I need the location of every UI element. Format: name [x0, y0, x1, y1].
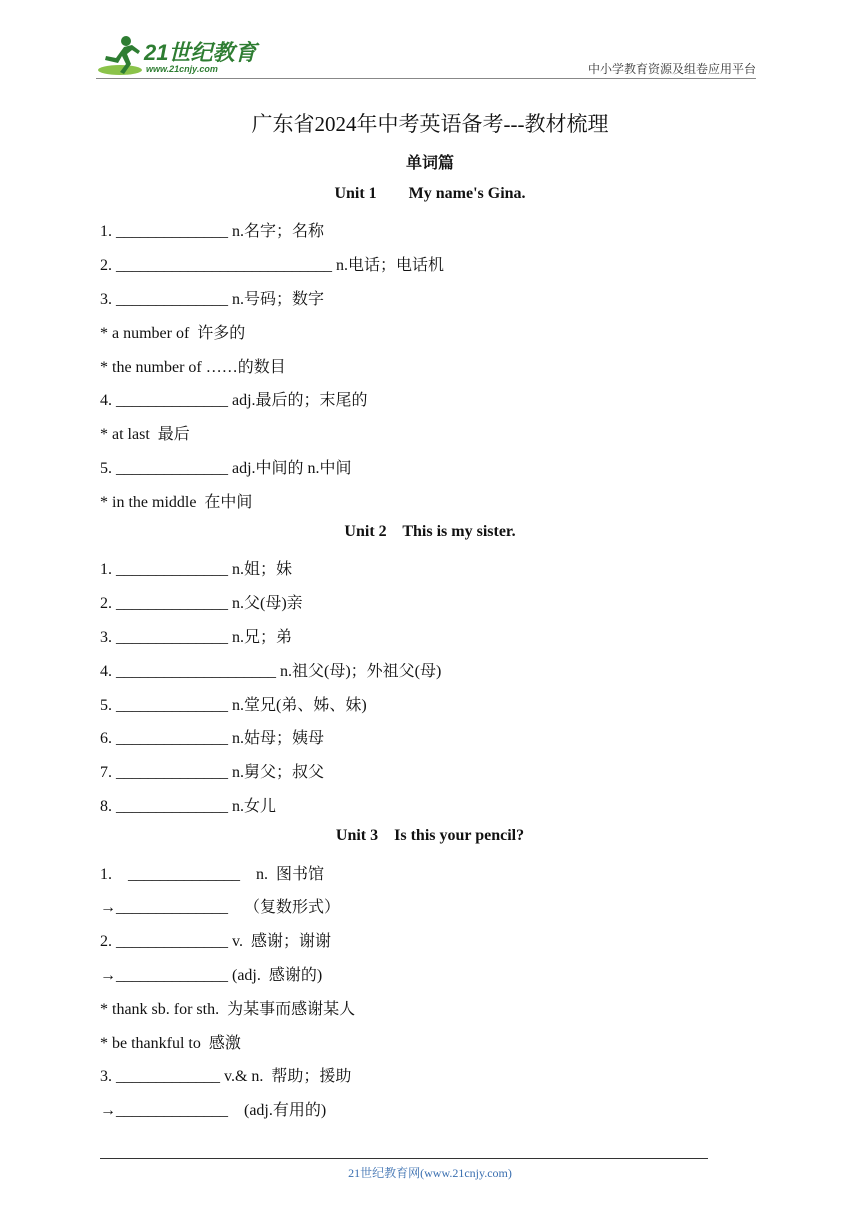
- header-divider: [96, 78, 756, 79]
- footer-divider: [100, 1158, 708, 1159]
- header-platform-text: 中小学教育资源及组卷应用平台: [587, 62, 756, 76]
- vocab-line: 3. _____________ v.& n. 帮助；援助: [100, 1068, 352, 1085]
- section-subtitle: 单词篇: [405, 155, 454, 172]
- vocab-line: * at last 最后: [100, 426, 190, 443]
- vocab-line: →______________ (adj.有用的): [100, 1102, 327, 1119]
- vocab-line: * in the middle 在中间: [100, 494, 253, 511]
- document-title: 广东省2024年中考英语备考---教材梳理: [251, 112, 609, 136]
- vocab-line: 4. ____________________ n.祖父(母)；外祖父(母): [100, 663, 442, 680]
- vocab-line: 2. ______________ v. 感谢；谢谢: [100, 933, 331, 950]
- vocab-line: * a number of 许多的: [100, 325, 246, 342]
- vocab-line: 7. ______________ n.舅父；叔父: [100, 764, 325, 781]
- runner-logo-icon: [96, 34, 144, 78]
- vocab-line: 5. ______________ n.堂兄(弟、姊、妹): [100, 697, 367, 714]
- logo: [96, 34, 144, 78]
- unit-heading: Unit 2 This is my sister.: [344, 523, 516, 540]
- logo-url: www.21cnjy.com: [146, 64, 218, 74]
- footer-link[interactable]: 21世纪教育网(www.21cnjy.com): [348, 1166, 512, 1180]
- vocab-line: 5. ______________ adj.中间的 n.中间: [100, 460, 352, 477]
- vocab-line: 2. ___________________________ n.电话；电话机: [100, 257, 445, 274]
- unit-heading: Unit 1 My name's Gina.: [334, 185, 526, 202]
- vocab-line: * the number of ……的数目: [100, 359, 286, 376]
- vocab-line: 6. ______________ n.姑母；姨母: [100, 730, 325, 747]
- vocab-line: * be thankful to 感激: [100, 1035, 241, 1052]
- vocab-line: 1. ______________ n.姐；妹: [100, 561, 293, 578]
- vocab-line: 2. ______________ n.父(母)亲: [100, 595, 303, 612]
- vocab-line: 1. ______________ n.名字；名称: [100, 223, 325, 240]
- vocab-line: 1. ______________ n. 图书馆: [100, 866, 325, 883]
- logo-text: 21世纪教育: [144, 40, 257, 65]
- vocab-line: 3. ______________ n.号码；数字: [100, 291, 325, 308]
- vocab-line: →______________ (adj. 感谢的): [100, 967, 323, 984]
- vocab-line: →______________ （复数形式）: [100, 899, 341, 916]
- vocab-line: 3. ______________ n.兄；弟: [100, 629, 293, 646]
- vocab-line: 4. ______________ adj.最后的；末尾的: [100, 392, 368, 409]
- page-header: [96, 34, 756, 80]
- vocab-line: 8. ______________ n.女儿: [100, 798, 277, 815]
- unit-heading: Unit 3 Is this your pencil?: [335, 827, 525, 844]
- vocab-line: * thank sb. for sth. 为某事而感谢某人: [100, 1001, 356, 1018]
